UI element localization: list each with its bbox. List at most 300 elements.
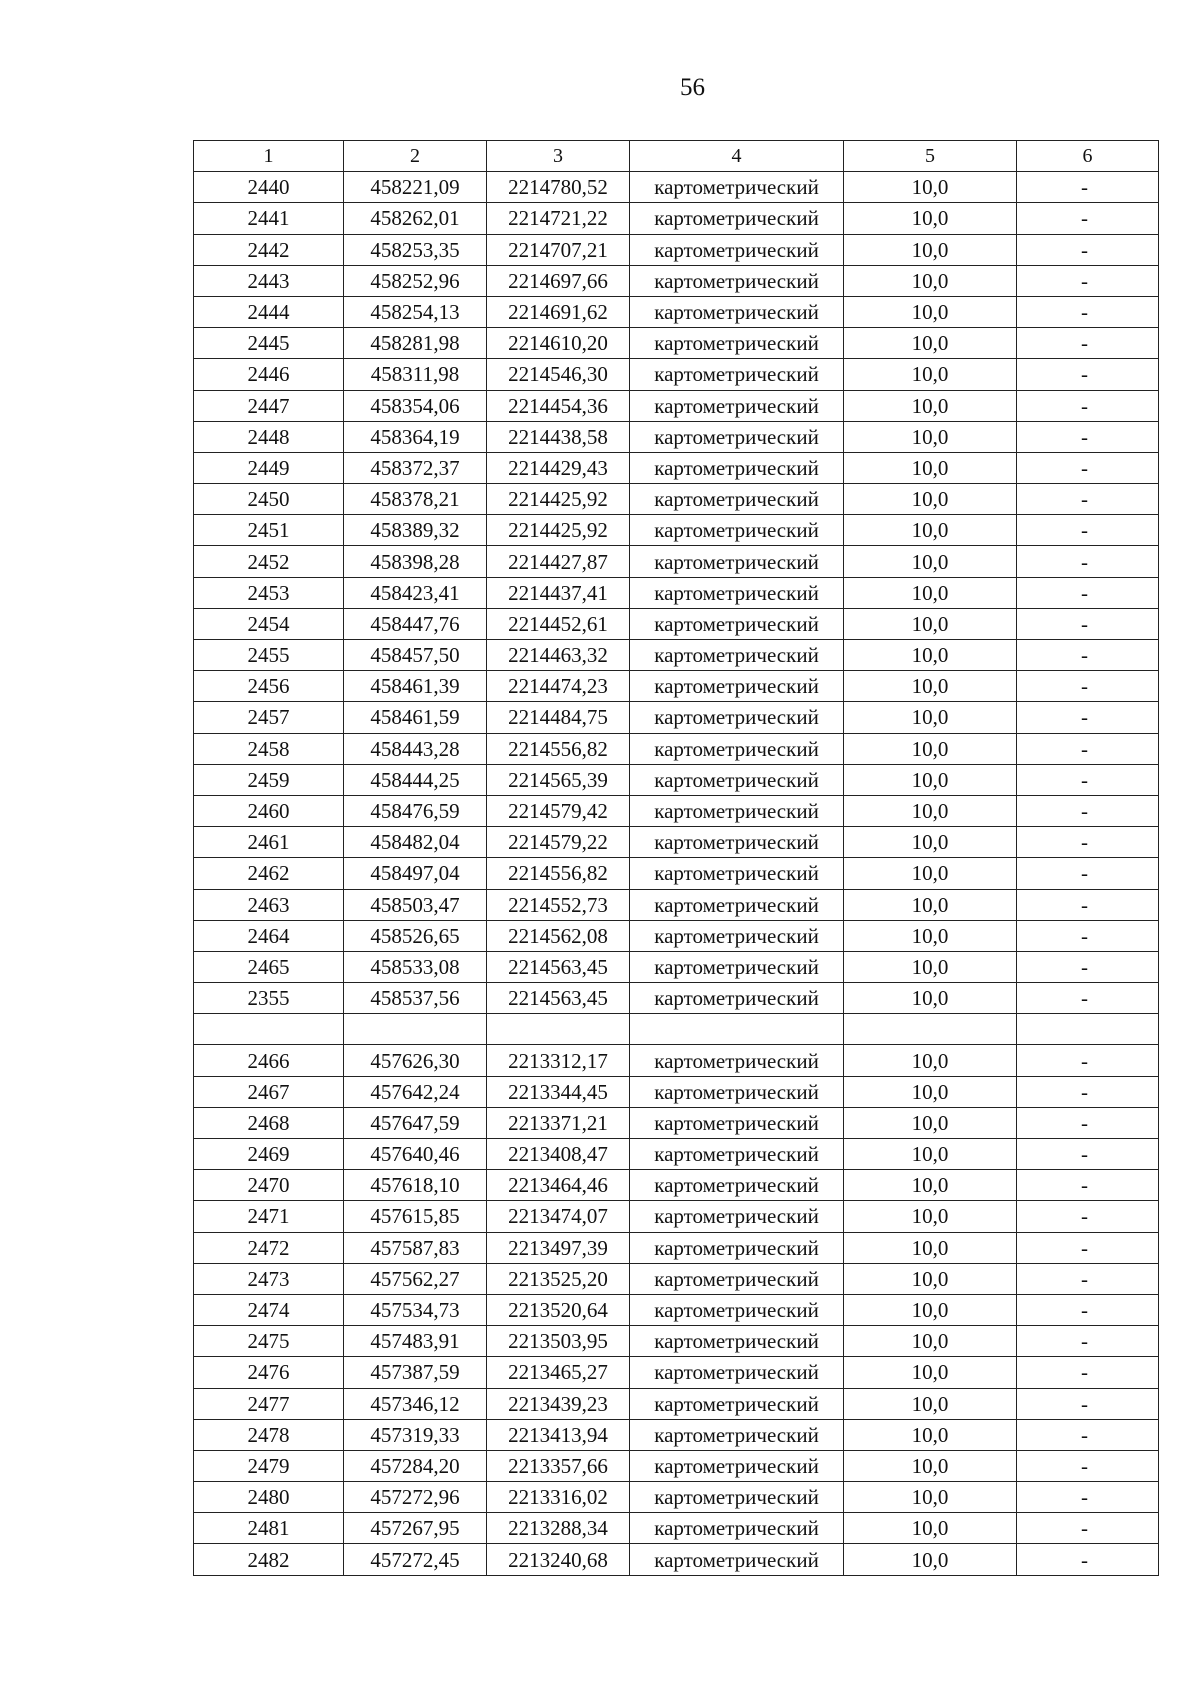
table-row — [194, 1045, 1159, 1076]
accuracy-cell: 10,0 — [844, 640, 1017, 671]
column-header: 3 — [487, 141, 630, 172]
x-coordinate-cell: 457618,10 — [344, 1170, 487, 1201]
table-row — [194, 328, 1159, 359]
x-coordinate-cell: 458537,56 — [344, 983, 487, 1014]
accuracy-cell: 10,0 — [844, 577, 1017, 608]
note-cell: - — [1017, 234, 1159, 265]
y-coordinate-cell: 2214562,08 — [487, 920, 630, 951]
method-cell: картометрический — [630, 203, 844, 234]
note-cell: - — [1017, 764, 1159, 795]
x-coordinate-cell: 457483,91 — [344, 1326, 487, 1357]
y-coordinate-cell: 2213240,68 — [487, 1544, 630, 1575]
x-coordinate-cell: 457534,73 — [344, 1294, 487, 1325]
x-coordinate-cell: 458254,13 — [344, 296, 487, 327]
note-cell: - — [1017, 608, 1159, 639]
x-coordinate-cell: 458364,19 — [344, 421, 487, 452]
accuracy-cell: 10,0 — [844, 172, 1017, 203]
note-cell: - — [1017, 203, 1159, 234]
point-number-cell: 2466 — [194, 1045, 344, 1076]
note-cell: - — [1017, 827, 1159, 858]
accuracy-cell: 10,0 — [844, 1201, 1017, 1232]
table-row — [194, 296, 1159, 327]
table-row — [194, 608, 1159, 639]
accuracy-cell: 10,0 — [844, 1544, 1017, 1575]
accuracy-cell: 10,0 — [844, 671, 1017, 702]
accuracy-cell: 10,0 — [844, 1232, 1017, 1263]
x-coordinate-cell: 458311,98 — [344, 359, 487, 390]
point-number-cell: 2467 — [194, 1076, 344, 1107]
table-row — [194, 640, 1159, 671]
method-cell: картометрический — [630, 1201, 844, 1232]
accuracy-cell: 10,0 — [844, 1107, 1017, 1138]
table-header-row — [194, 141, 1159, 172]
method-cell: картометрический — [630, 733, 844, 764]
table-row — [194, 1544, 1159, 1575]
point-number-cell: 2440 — [194, 172, 344, 203]
page-number: 56 — [680, 74, 705, 101]
accuracy-cell: 10,0 — [844, 983, 1017, 1014]
table-row — [194, 1263, 1159, 1294]
y-coordinate-cell: 2213439,23 — [487, 1388, 630, 1419]
accuracy-cell: 10,0 — [844, 920, 1017, 951]
y-coordinate-cell: 2213520,64 — [487, 1294, 630, 1325]
table-row — [194, 1482, 1159, 1513]
y-coordinate-cell — [487, 1014, 630, 1045]
x-coordinate-cell: 458476,59 — [344, 795, 487, 826]
table-row — [194, 1326, 1159, 1357]
x-coordinate-cell: 458533,08 — [344, 951, 487, 982]
y-coordinate-cell: 2213371,21 — [487, 1107, 630, 1138]
table-row — [194, 920, 1159, 951]
x-coordinate-cell: 458372,37 — [344, 452, 487, 483]
method-cell: картометрический — [630, 889, 844, 920]
x-coordinate-cell: 458444,25 — [344, 764, 487, 795]
method-cell: картометрический — [630, 359, 844, 390]
table-row — [194, 421, 1159, 452]
table-row — [194, 546, 1159, 577]
accuracy-cell — [844, 1014, 1017, 1045]
note-cell: - — [1017, 702, 1159, 733]
accuracy-cell: 10,0 — [844, 733, 1017, 764]
method-cell: картометрический — [630, 1482, 844, 1513]
accuracy-cell: 10,0 — [844, 203, 1017, 234]
x-coordinate-cell: 458482,04 — [344, 827, 487, 858]
note-cell: - — [1017, 1201, 1159, 1232]
method-cell: картометрический — [630, 546, 844, 577]
y-coordinate-cell: 2214610,20 — [487, 328, 630, 359]
note-cell: - — [1017, 983, 1159, 1014]
point-number-cell: 2462 — [194, 858, 344, 889]
y-coordinate-cell: 2214425,92 — [487, 515, 630, 546]
x-coordinate-cell: 458457,50 — [344, 640, 487, 671]
y-coordinate-cell: 2213344,45 — [487, 1076, 630, 1107]
accuracy-cell: 10,0 — [844, 1388, 1017, 1419]
point-number-cell: 2471 — [194, 1201, 344, 1232]
point-number-cell: 2478 — [194, 1419, 344, 1450]
note-cell: - — [1017, 577, 1159, 608]
point-number-cell: 2454 — [194, 608, 344, 639]
table-spacer-row — [194, 1014, 1159, 1045]
point-number-cell — [194, 1014, 344, 1045]
table-row — [194, 1450, 1159, 1481]
method-cell — [630, 1014, 844, 1045]
y-coordinate-cell: 2214454,36 — [487, 390, 630, 421]
table-body — [194, 141, 1159, 1576]
y-coordinate-cell: 2213503,95 — [487, 1326, 630, 1357]
table-row — [194, 390, 1159, 421]
method-cell: картометрический — [630, 920, 844, 951]
table-row — [194, 265, 1159, 296]
accuracy-cell: 10,0 — [844, 795, 1017, 826]
accuracy-cell: 10,0 — [844, 484, 1017, 515]
table-row — [194, 1357, 1159, 1388]
accuracy-cell: 10,0 — [844, 702, 1017, 733]
point-number-cell: 2355 — [194, 983, 344, 1014]
point-number-cell: 2463 — [194, 889, 344, 920]
table-row — [194, 1076, 1159, 1107]
accuracy-cell: 10,0 — [844, 1294, 1017, 1325]
note-cell: - — [1017, 515, 1159, 546]
note-cell: - — [1017, 1294, 1159, 1325]
point-number-cell: 2457 — [194, 702, 344, 733]
y-coordinate-cell: 2214484,75 — [487, 702, 630, 733]
x-coordinate-cell: 458378,21 — [344, 484, 487, 515]
note-cell: - — [1017, 265, 1159, 296]
note-cell: - — [1017, 640, 1159, 671]
x-coordinate-cell: 458503,47 — [344, 889, 487, 920]
method-cell: картометрический — [630, 795, 844, 826]
accuracy-cell: 10,0 — [844, 951, 1017, 982]
point-number-cell: 2455 — [194, 640, 344, 671]
x-coordinate-cell: 457615,85 — [344, 1201, 487, 1232]
x-coordinate-cell: 457272,45 — [344, 1544, 487, 1575]
note-cell: - — [1017, 858, 1159, 889]
accuracy-cell: 10,0 — [844, 1263, 1017, 1294]
point-number-cell: 2477 — [194, 1388, 344, 1419]
note-cell: - — [1017, 1170, 1159, 1201]
method-cell: картометрический — [630, 1357, 844, 1388]
x-coordinate-cell: 458389,32 — [344, 515, 487, 546]
method-cell: картометрический — [630, 608, 844, 639]
accuracy-cell: 10,0 — [844, 359, 1017, 390]
y-coordinate-cell: 2214721,22 — [487, 203, 630, 234]
point-number-cell: 2450 — [194, 484, 344, 515]
y-coordinate-cell: 2213316,02 — [487, 1482, 630, 1513]
x-coordinate-cell: 458252,96 — [344, 265, 487, 296]
method-cell: картометрический — [630, 172, 844, 203]
y-coordinate-cell: 2214438,58 — [487, 421, 630, 452]
column-header: 4 — [630, 141, 844, 172]
table-row — [194, 827, 1159, 858]
method-cell: картометрический — [630, 265, 844, 296]
accuracy-cell: 10,0 — [844, 608, 1017, 639]
accuracy-cell: 10,0 — [844, 296, 1017, 327]
y-coordinate-cell: 2213464,46 — [487, 1170, 630, 1201]
x-coordinate-cell: 458221,09 — [344, 172, 487, 203]
x-coordinate-cell: 457272,96 — [344, 1482, 487, 1513]
y-coordinate-cell: 2214780,52 — [487, 172, 630, 203]
accuracy-cell: 10,0 — [844, 1419, 1017, 1450]
point-number-cell: 2472 — [194, 1232, 344, 1263]
point-number-cell: 2459 — [194, 764, 344, 795]
table-row — [194, 1513, 1159, 1544]
y-coordinate-cell: 2214546,30 — [487, 359, 630, 390]
coordinates-table — [193, 140, 1159, 1576]
note-cell: - — [1017, 1139, 1159, 1170]
x-coordinate-cell — [344, 1014, 487, 1045]
accuracy-cell: 10,0 — [844, 1045, 1017, 1076]
y-coordinate-cell: 2214429,43 — [487, 452, 630, 483]
method-cell: картометрический — [630, 1419, 844, 1450]
x-coordinate-cell: 457319,33 — [344, 1419, 487, 1450]
table-row — [194, 515, 1159, 546]
x-coordinate-cell: 458253,35 — [344, 234, 487, 265]
x-coordinate-cell: 458461,59 — [344, 702, 487, 733]
y-coordinate-cell: 2214556,82 — [487, 858, 630, 889]
y-coordinate-cell: 2214425,92 — [487, 484, 630, 515]
method-cell: картометрический — [630, 328, 844, 359]
y-coordinate-cell: 2213357,66 — [487, 1450, 630, 1481]
note-cell: - — [1017, 296, 1159, 327]
accuracy-cell: 10,0 — [844, 858, 1017, 889]
x-coordinate-cell: 458443,28 — [344, 733, 487, 764]
point-number-cell: 2469 — [194, 1139, 344, 1170]
method-cell: картометрический — [630, 1263, 844, 1294]
point-number-cell: 2446 — [194, 359, 344, 390]
y-coordinate-cell: 2213474,07 — [487, 1201, 630, 1232]
accuracy-cell: 10,0 — [844, 421, 1017, 452]
note-cell: - — [1017, 1263, 1159, 1294]
note-cell: - — [1017, 671, 1159, 702]
point-number-cell: 2470 — [194, 1170, 344, 1201]
note-cell: - — [1017, 1232, 1159, 1263]
point-number-cell: 2442 — [194, 234, 344, 265]
note-cell: - — [1017, 1450, 1159, 1481]
note-cell: - — [1017, 172, 1159, 203]
point-number-cell: 2482 — [194, 1544, 344, 1575]
y-coordinate-cell: 2213288,34 — [487, 1513, 630, 1544]
point-number-cell: 2447 — [194, 390, 344, 421]
x-coordinate-cell: 457387,59 — [344, 1357, 487, 1388]
table-row — [194, 452, 1159, 483]
x-coordinate-cell: 457647,59 — [344, 1107, 487, 1138]
accuracy-cell: 10,0 — [844, 390, 1017, 421]
y-coordinate-cell: 2214437,41 — [487, 577, 630, 608]
y-coordinate-cell: 2213465,27 — [487, 1357, 630, 1388]
accuracy-cell: 10,0 — [844, 1326, 1017, 1357]
point-number-cell: 2476 — [194, 1357, 344, 1388]
x-coordinate-cell: 457562,27 — [344, 1263, 487, 1294]
table-row — [194, 172, 1159, 203]
method-cell: картометрический — [630, 390, 844, 421]
accuracy-cell: 10,0 — [844, 827, 1017, 858]
method-cell: картометрический — [630, 515, 844, 546]
y-coordinate-cell: 2214579,22 — [487, 827, 630, 858]
accuracy-cell: 10,0 — [844, 1357, 1017, 1388]
point-number-cell: 2451 — [194, 515, 344, 546]
x-coordinate-cell: 458281,98 — [344, 328, 487, 359]
table-row — [194, 1107, 1159, 1138]
table-row — [194, 1201, 1159, 1232]
method-cell: картометрический — [630, 1232, 844, 1263]
point-number-cell: 2456 — [194, 671, 344, 702]
method-cell: картометрический — [630, 452, 844, 483]
method-cell: картометрический — [630, 983, 844, 1014]
method-cell: картометрический — [630, 1170, 844, 1201]
x-coordinate-cell: 457346,12 — [344, 1388, 487, 1419]
method-cell: картометрический — [630, 1076, 844, 1107]
method-cell: картометрический — [630, 484, 844, 515]
note-cell: - — [1017, 484, 1159, 515]
note-cell: - — [1017, 390, 1159, 421]
y-coordinate-cell: 2214474,23 — [487, 671, 630, 702]
accuracy-cell: 10,0 — [844, 328, 1017, 359]
note-cell: - — [1017, 1513, 1159, 1544]
note-cell: - — [1017, 951, 1159, 982]
accuracy-cell: 10,0 — [844, 452, 1017, 483]
table-row — [194, 983, 1159, 1014]
point-number-cell: 2445 — [194, 328, 344, 359]
point-number-cell: 2474 — [194, 1294, 344, 1325]
accuracy-cell: 10,0 — [844, 1450, 1017, 1481]
y-coordinate-cell: 2214427,87 — [487, 546, 630, 577]
point-number-cell: 2465 — [194, 951, 344, 982]
y-coordinate-cell: 2214565,39 — [487, 764, 630, 795]
table-row — [194, 764, 1159, 795]
note-cell: - — [1017, 1045, 1159, 1076]
note-cell: - — [1017, 1482, 1159, 1513]
x-coordinate-cell: 457284,20 — [344, 1450, 487, 1481]
method-cell: картометрический — [630, 671, 844, 702]
x-coordinate-cell: 458354,06 — [344, 390, 487, 421]
table-row — [194, 733, 1159, 764]
method-cell: картометрический — [630, 764, 844, 795]
accuracy-cell: 10,0 — [844, 265, 1017, 296]
table-row — [194, 1139, 1159, 1170]
y-coordinate-cell: 2213497,39 — [487, 1232, 630, 1263]
table-row — [194, 359, 1159, 390]
method-cell: картометрический — [630, 421, 844, 452]
note-cell: - — [1017, 1419, 1159, 1450]
method-cell: картометрический — [630, 1294, 844, 1325]
note-cell: - — [1017, 1544, 1159, 1575]
x-coordinate-cell: 458423,41 — [344, 577, 487, 608]
y-coordinate-cell: 2213312,17 — [487, 1045, 630, 1076]
method-cell: картометрический — [630, 1450, 844, 1481]
x-coordinate-cell: 458526,65 — [344, 920, 487, 951]
note-cell: - — [1017, 452, 1159, 483]
y-coordinate-cell: 2213525,20 — [487, 1263, 630, 1294]
y-coordinate-cell: 2214563,45 — [487, 983, 630, 1014]
method-cell: картометрический — [630, 1326, 844, 1357]
y-coordinate-cell: 2214579,42 — [487, 795, 630, 826]
table-row — [194, 671, 1159, 702]
column-header: 2 — [344, 141, 487, 172]
x-coordinate-cell: 457267,95 — [344, 1513, 487, 1544]
y-coordinate-cell: 2214691,62 — [487, 296, 630, 327]
y-coordinate-cell: 2214463,32 — [487, 640, 630, 671]
method-cell: картометрический — [630, 577, 844, 608]
note-cell: - — [1017, 1107, 1159, 1138]
y-coordinate-cell: 2214452,61 — [487, 608, 630, 639]
accuracy-cell: 10,0 — [844, 1513, 1017, 1544]
point-number-cell: 2453 — [194, 577, 344, 608]
note-cell: - — [1017, 546, 1159, 577]
column-header: 5 — [844, 141, 1017, 172]
note-cell: - — [1017, 920, 1159, 951]
table-row — [194, 203, 1159, 234]
method-cell: картометрический — [630, 1513, 844, 1544]
method-cell: картометрический — [630, 1107, 844, 1138]
y-coordinate-cell: 2214563,45 — [487, 951, 630, 982]
note-cell: - — [1017, 795, 1159, 826]
table-row — [194, 577, 1159, 608]
x-coordinate-cell: 457640,46 — [344, 1139, 487, 1170]
note-cell: - — [1017, 1357, 1159, 1388]
method-cell: картометрический — [630, 234, 844, 265]
method-cell: картометрический — [630, 1045, 844, 1076]
accuracy-cell: 10,0 — [844, 764, 1017, 795]
x-coordinate-cell: 457642,24 — [344, 1076, 487, 1107]
note-cell: - — [1017, 733, 1159, 764]
table-row — [194, 1294, 1159, 1325]
note-cell: - — [1017, 359, 1159, 390]
note-cell: - — [1017, 1326, 1159, 1357]
accuracy-cell: 10,0 — [844, 889, 1017, 920]
method-cell: картометрический — [630, 1388, 844, 1419]
accuracy-cell: 10,0 — [844, 1482, 1017, 1513]
method-cell: картометрический — [630, 1139, 844, 1170]
table-row — [194, 1419, 1159, 1450]
table-row — [194, 702, 1159, 733]
method-cell: картометрический — [630, 951, 844, 982]
note-cell: - — [1017, 328, 1159, 359]
point-number-cell: 2479 — [194, 1450, 344, 1481]
table-row — [194, 234, 1159, 265]
point-number-cell: 2449 — [194, 452, 344, 483]
note-cell: - — [1017, 1076, 1159, 1107]
method-cell: картометрический — [630, 296, 844, 327]
accuracy-cell: 10,0 — [844, 1076, 1017, 1107]
point-number-cell: 2481 — [194, 1513, 344, 1544]
point-number-cell: 2480 — [194, 1482, 344, 1513]
y-coordinate-cell: 2214697,66 — [487, 265, 630, 296]
table-row — [194, 484, 1159, 515]
x-coordinate-cell: 458262,01 — [344, 203, 487, 234]
method-cell: картометрический — [630, 702, 844, 733]
table-row — [194, 1170, 1159, 1201]
point-number-cell: 2473 — [194, 1263, 344, 1294]
method-cell: картометрический — [630, 827, 844, 858]
note-cell: - — [1017, 421, 1159, 452]
table-row — [194, 858, 1159, 889]
y-coordinate-cell: 2214556,82 — [487, 733, 630, 764]
column-header: 6 — [1017, 141, 1159, 172]
method-cell: картометрический — [630, 640, 844, 671]
point-number-cell: 2475 — [194, 1326, 344, 1357]
point-number-cell: 2441 — [194, 203, 344, 234]
x-coordinate-cell: 457626,30 — [344, 1045, 487, 1076]
y-coordinate-cell: 2214552,73 — [487, 889, 630, 920]
point-number-cell: 2461 — [194, 827, 344, 858]
note-cell: - — [1017, 1388, 1159, 1419]
y-coordinate-cell: 2213413,94 — [487, 1419, 630, 1450]
table-row — [194, 1232, 1159, 1263]
table-row — [194, 889, 1159, 920]
column-header: 1 — [194, 141, 344, 172]
method-cell: картометрический — [630, 1544, 844, 1575]
x-coordinate-cell: 458398,28 — [344, 546, 487, 577]
